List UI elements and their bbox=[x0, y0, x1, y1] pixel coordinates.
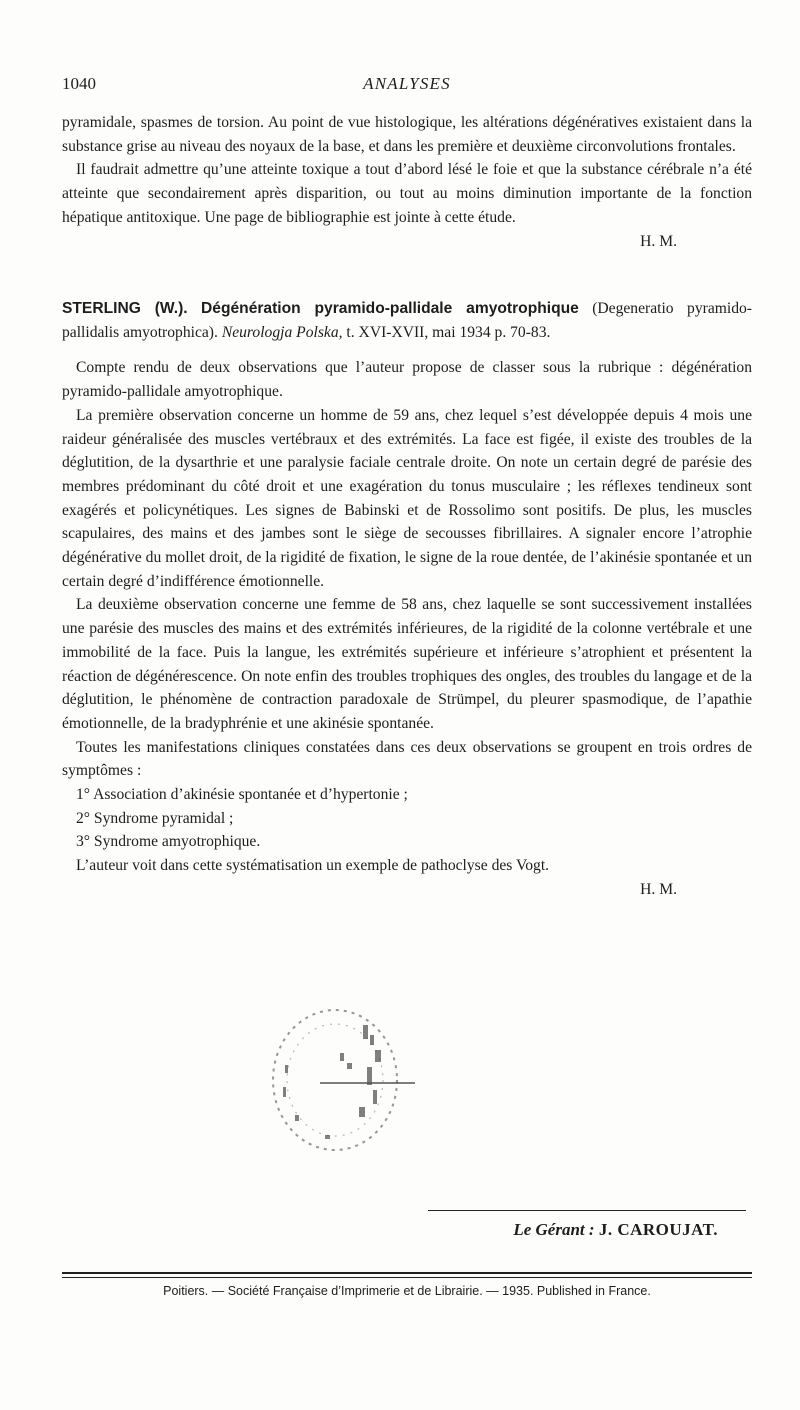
manager-line bbox=[428, 1220, 718, 1240]
journal-name: Neurologja Polska, bbox=[221, 323, 343, 341]
manager-name: J. CAROUJAT. bbox=[598, 1220, 718, 1239]
list-item: 2° Syndrome pyramidal ; bbox=[76, 809, 234, 827]
list-item: 1° Association d’akinésie spontanée et d’hypertonie ; bbox=[76, 786, 408, 804]
library-stamp bbox=[255, 995, 415, 1160]
page-number: 1040 bbox=[62, 74, 96, 93]
paragraph: Compte rendu de deux observations que l’auteur propose de classer sous la rubrique : dégénération pyramido-pallidale amyotrophique. bbox=[62, 359, 752, 401]
signature: H. M. bbox=[640, 880, 677, 898]
latin-title: (Degeneratio pyramido-pallidalis amyotrophica). bbox=[62, 300, 752, 341]
manager-label: Le Gérant : bbox=[513, 1220, 595, 1239]
paragraph: La deuxième observation concerne une femme de 58 ans, chez laquelle se sont successivement installées une parésie des muscles des mains et des extrémités inférieures, de la rigidité de la colonne vertébrale et une immobilité de la face. Puis la langue, les extrémités supérieure et inférieure s’atrophient et présentent la réaction de dégénérescence. On note enfin des troubles trophiques des ongles, des troubles du langage et de la déglutition, le phénomène de contraction paradoxale de Strümpel, du pleurer spasmodique, de l’apathie émotionnelle, de la bradyphrénie et une akinésie spontanée. bbox=[62, 596, 752, 732]
abstract-entry bbox=[62, 297, 752, 902]
signature: H. M. bbox=[640, 232, 677, 250]
list-item: 3° Syndrome amyotrophique. bbox=[76, 833, 261, 851]
paragraph: La première observation concerne un homme de 59 ans, chez lequel s’est développée depuis 4 mois une raideur généralisée des muscles vertébraux et des extrémités. La face est figée, il existe des troubles de la déglutition, de la dysarthrie et une paralysie faciale centrale droite. On note un certain degré de parésie des membres prédominant du côté droit et une exagération du tonus musculaire ; les réflexes tendineux sont exagérés et policynétiques. Les signes de Babinski et de Rossolimo sont positifs. De plus, les muscles scapulaires, des mains et des jambes sont le siège de secousses fibrillaires. A signaler encore l’atrophie dégénérative du mollet droit, de la rigidité de fixation, le signe de la roue dentée, de l’akinésie spontanée et un certain degré d’indifférence émotionnelle. bbox=[62, 406, 752, 590]
author-name: STERLING (W.). bbox=[62, 300, 188, 317]
paragraph: Toutes les manifestations cliniques constatées dans ces deux observations se groupent en trois ordres de symptômes : bbox=[62, 738, 752, 780]
citation-details: t. XVI-XVII, mai 1934 p. 70-83. bbox=[346, 323, 551, 341]
article-title: Dégénération pyramido-pallidale amyotrophique bbox=[201, 300, 579, 317]
paragraph: Il faudrait admettre qu’une atteinte toxique a tout d’abord lésé le foie et que la substance cérébrale n’a été atteinte que secondairement après disparition, ou tout au moins diminution importante de la fonction hépatique antitoxique. Une page de bibliographie est jointe à cette étude. bbox=[62, 161, 752, 226]
footer-rule bbox=[62, 1272, 752, 1274]
paragraph: pyramidale, spasmes de torsion. Au point de vue histologique, les altérations dégénératives existaient dans la substance grise au niveau des noyaux de la base, et dans les première et deuxième circonvolutions frontales. bbox=[62, 114, 752, 155]
section-title: ANALYSES bbox=[363, 74, 451, 93]
paragraph: L’auteur voit dans cette systématisation un exemple de pathoclyse des Vogt. bbox=[76, 857, 550, 875]
citation-heading bbox=[62, 297, 752, 344]
running-head bbox=[62, 74, 752, 98]
footer-rule-thin bbox=[62, 1277, 752, 1278]
previous-article-end bbox=[62, 111, 752, 253]
signature-rule bbox=[428, 1210, 746, 1211]
imprint-line: Poitiers. — Société Française d’Imprimerie et de Librairie. — 1935. Published in France. bbox=[163, 1284, 651, 1298]
